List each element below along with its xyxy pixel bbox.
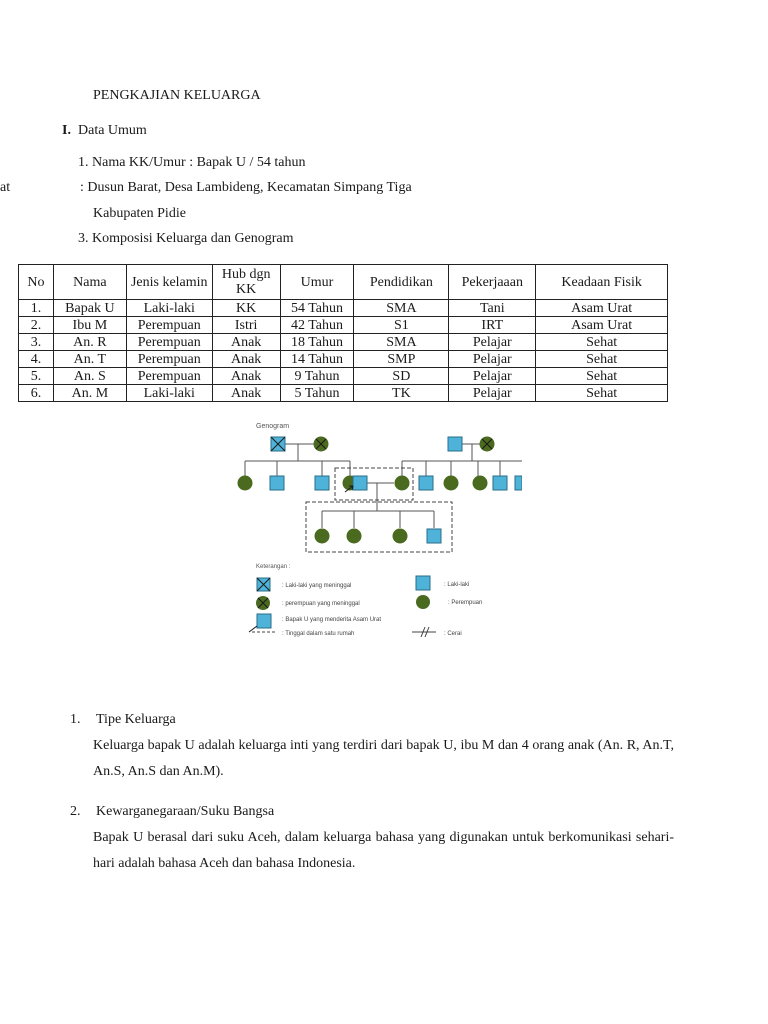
female-deceased-icon bbox=[314, 437, 329, 452]
address-label-fragment: at bbox=[0, 180, 11, 195]
legend-female-deceased: : perempuan yang meninggal bbox=[282, 601, 360, 607]
table-cell: Perempuan bbox=[126, 368, 212, 385]
female-icon bbox=[238, 476, 253, 491]
female-icon bbox=[347, 529, 362, 544]
header-cell: No bbox=[19, 265, 54, 300]
table-cell: 6. bbox=[19, 385, 54, 402]
female-icon bbox=[444, 476, 459, 491]
section-1-body: Keluarga bapak U adalah keluarga inti yang terdiri dari bapak U, ibu M dan 4 orang anak (An. R, An.T, An.S, An.S dan An.M). bbox=[93, 738, 674, 779]
male-icon bbox=[270, 476, 284, 490]
table-cell: SD bbox=[354, 368, 449, 385]
page-title: PENGKAJIAN KELUARGA bbox=[93, 88, 261, 103]
legend-household: : Tinggal dalam satu rumah bbox=[282, 631, 355, 637]
table-cell: Istri bbox=[212, 317, 280, 334]
table-cell: 4. bbox=[19, 351, 54, 368]
header-cell: Pendidikan bbox=[354, 265, 449, 300]
table-cell: Perempuan bbox=[126, 334, 212, 351]
table-row bbox=[19, 300, 668, 317]
table-row bbox=[19, 368, 668, 385]
table-cell: 2. bbox=[19, 317, 54, 334]
legend-title: Keterangan : bbox=[256, 564, 291, 570]
legend-patient: : Bapak U yang menderita Asam Urat bbox=[282, 617, 382, 623]
header-cell: Jenis kelamin bbox=[126, 265, 212, 300]
female-icon bbox=[473, 476, 488, 491]
male-icon bbox=[419, 476, 433, 490]
item-komposisi: 3. Komposisi Keluarga dan Genogram bbox=[78, 231, 294, 246]
table-cell: Anak bbox=[212, 368, 280, 385]
genogram-title: Genogram bbox=[256, 423, 290, 430]
table-cell: TK bbox=[354, 385, 449, 402]
table-cell: Perempuan bbox=[126, 317, 212, 334]
table-cell: 9 Tahun bbox=[280, 368, 354, 385]
table-cell: S1 bbox=[354, 317, 449, 334]
section-2-body: Bapak U berasal dari suku Aceh, dalam keluarga bahasa yang digunakan untuk berkomunikasi sehari-hari adalah bahasa Aceh dan bahasa Indonesia. bbox=[93, 830, 674, 871]
table-row bbox=[19, 334, 668, 351]
male-icon bbox=[493, 476, 507, 490]
table-cell: Sehat bbox=[536, 368, 668, 385]
section-1-title: Tipe Keluarga bbox=[96, 712, 176, 727]
section-2-title: Kewarganegaraan/Suku Bangsa bbox=[96, 804, 275, 819]
table-cell: An. T bbox=[53, 351, 126, 368]
household-box-children bbox=[306, 502, 452, 552]
table-cell: Pelajar bbox=[449, 385, 536, 402]
table-cell: 5. bbox=[19, 368, 54, 385]
female-icon bbox=[395, 476, 410, 491]
table-cell: SMP bbox=[354, 351, 449, 368]
table-cell: Sehat bbox=[536, 351, 668, 368]
table-cell: SMA bbox=[354, 300, 449, 317]
table-row bbox=[19, 385, 668, 402]
table-row bbox=[19, 317, 668, 334]
address-line-2: Kabupaten Pidie bbox=[93, 206, 186, 221]
item-nama-kk: 1. Nama KK/Umur : Bapak U / 54 tahun bbox=[78, 155, 306, 170]
header-cell: Keadaan Fisik bbox=[536, 265, 668, 300]
legend-divorce: : Cerai bbox=[444, 631, 462, 637]
male-deceased-icon bbox=[448, 437, 462, 451]
female-icon bbox=[416, 595, 430, 609]
table-cell: Asam Urat bbox=[536, 317, 668, 334]
table-cell: Pelajar bbox=[449, 334, 536, 351]
table-cell: Laki-laki bbox=[126, 300, 212, 317]
family-table bbox=[18, 264, 668, 402]
header-cell: Nama bbox=[53, 265, 126, 300]
table-cell: 18 Tahun bbox=[280, 334, 354, 351]
table-cell: SMA bbox=[354, 334, 449, 351]
table-cell: KK bbox=[212, 300, 280, 317]
male-icon bbox=[515, 476, 522, 490]
table-header-row bbox=[19, 265, 668, 300]
table-cell: Tani bbox=[449, 300, 536, 317]
table-cell: An. M bbox=[53, 385, 126, 402]
table-cell: Asam Urat bbox=[536, 300, 668, 317]
address-line-1: : Dusun Barat, Desa Lambideng, Kecamatan Simpang Tiga bbox=[80, 180, 412, 195]
patient-icon bbox=[249, 614, 271, 632]
table-cell: IRT bbox=[449, 317, 536, 334]
divorce-icon bbox=[412, 627, 436, 637]
table-cell: 14 Tahun bbox=[280, 351, 354, 368]
table-cell: An. R bbox=[53, 334, 126, 351]
female-icon bbox=[315, 529, 330, 544]
table-cell: 42 Tahun bbox=[280, 317, 354, 334]
header-cell: Umur bbox=[280, 265, 354, 300]
female-deceased-icon bbox=[256, 596, 270, 610]
female-icon bbox=[393, 529, 408, 544]
table-cell: Anak bbox=[212, 351, 280, 368]
table-cell: 54 Tahun bbox=[280, 300, 354, 317]
section-2-number: 2. bbox=[70, 804, 81, 819]
header-cell: Pekerjaaan bbox=[449, 265, 536, 300]
table-cell: 3. bbox=[19, 334, 54, 351]
male-deceased-icon bbox=[271, 437, 285, 451]
table-cell: Pelajar bbox=[449, 351, 536, 368]
male-icon bbox=[416, 576, 430, 590]
male-icon bbox=[427, 529, 441, 543]
table-cell: Ibu M bbox=[53, 317, 126, 334]
legend-female: : Perempuan bbox=[448, 600, 483, 606]
section-number: I. bbox=[62, 123, 71, 138]
table-cell: 1. bbox=[19, 300, 54, 317]
header-cell: Hub dgn KK bbox=[212, 265, 280, 300]
table-cell: 5 Tahun bbox=[280, 385, 354, 402]
table-cell: Perempuan bbox=[126, 351, 212, 368]
male-icon bbox=[315, 476, 329, 490]
table-row bbox=[19, 351, 668, 368]
table-cell: Anak bbox=[212, 385, 280, 402]
female-deceased-icon bbox=[480, 437, 495, 452]
legend-male: : Laki-laki bbox=[444, 582, 470, 588]
table-cell: Laki-laki bbox=[126, 385, 212, 402]
table-cell: Bapak U bbox=[53, 300, 126, 317]
section-1-number: 1. bbox=[70, 712, 81, 727]
section-title: Data Umum bbox=[78, 123, 147, 138]
table-cell: Sehat bbox=[536, 385, 668, 402]
table-cell: Anak bbox=[212, 334, 280, 351]
genogram-figure bbox=[230, 416, 522, 646]
legend-male-deceased: : Laki-laki yang meninggal bbox=[282, 583, 352, 589]
table-cell: An. S bbox=[53, 368, 126, 385]
table-cell: Pelajar bbox=[449, 368, 536, 385]
table-cell: Sehat bbox=[536, 334, 668, 351]
male-deceased-icon bbox=[257, 578, 270, 591]
